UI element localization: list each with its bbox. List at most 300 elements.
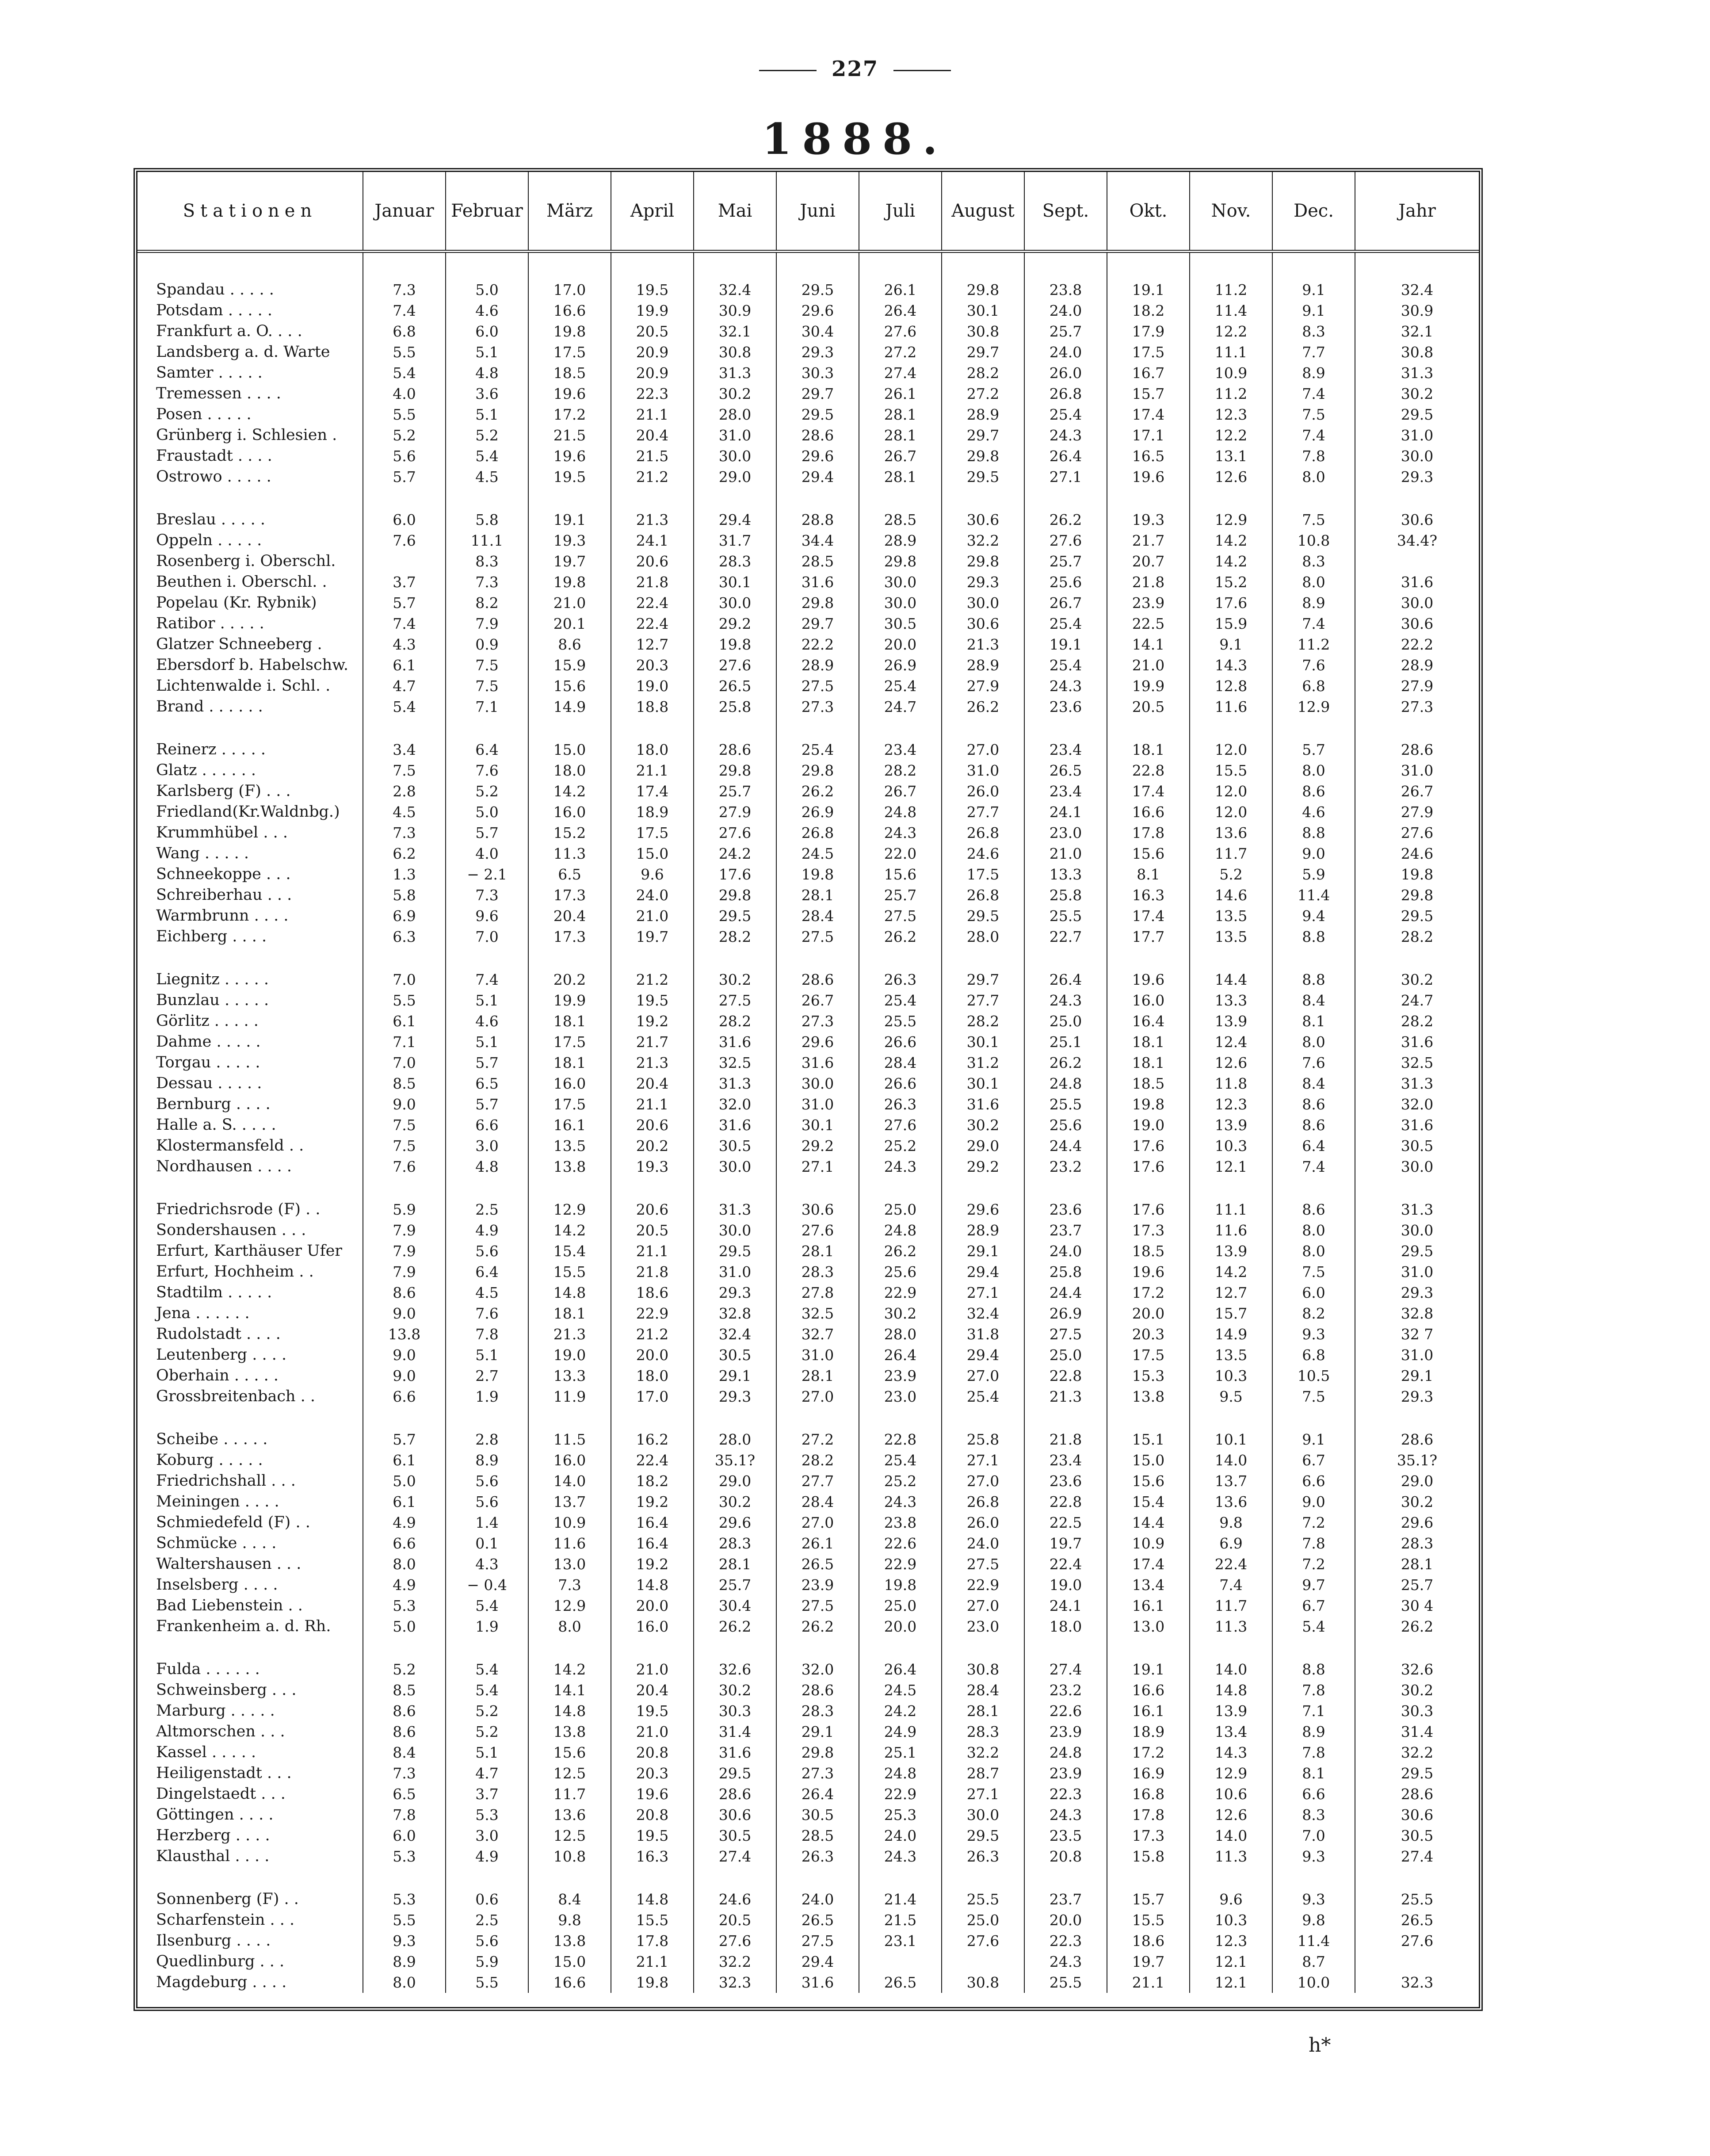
- value-cell: 18.0: [528, 760, 611, 781]
- value-cell: 5.6: [363, 446, 446, 466]
- value-cell: 30.2: [942, 1115, 1024, 1135]
- value-cell: 29.6: [776, 446, 859, 466]
- spacer-cell: [1272, 1867, 1355, 1889]
- value-cell: 7.5: [446, 655, 528, 676]
- value-cell: 27.0: [942, 1365, 1024, 1386]
- spacer-cell: [1190, 1407, 1272, 1429]
- station-name: Lichtenwalde i. Schl. .: [137, 676, 363, 696]
- value-cell: 5.1: [446, 342, 528, 363]
- value-cell: 25.7: [1024, 321, 1107, 342]
- value-cell: 2.5: [446, 1910, 528, 1930]
- value-cell: 31.6: [694, 1115, 776, 1135]
- spacer-cell: [1272, 717, 1355, 739]
- value-cell: 30.0: [1401, 1158, 1434, 1175]
- table-row: [137, 843, 1479, 864]
- column-header: Mai: [694, 172, 776, 252]
- value-cell: 21.5: [528, 425, 611, 446]
- value-cell: 29.7: [942, 969, 1024, 990]
- value-cell: 29.5: [776, 404, 859, 425]
- value-cell: 24.8: [1024, 1073, 1107, 1094]
- value-cell: 27.9: [942, 676, 1024, 696]
- value-cell: 30.8: [942, 321, 1024, 342]
- value-cell: 17.9: [1107, 321, 1190, 342]
- value-cell: 11.6: [1190, 696, 1272, 717]
- value-cell: 21.8: [611, 572, 694, 593]
- value-cell: 22.3: [611, 383, 694, 404]
- value-cell: 25.6: [859, 1261, 942, 1282]
- spacer-cell: [446, 487, 528, 509]
- value-cell: 29.1: [1401, 1367, 1434, 1384]
- value-cell: 24.3: [1024, 1804, 1107, 1825]
- value-cell: 22.9: [859, 1554, 942, 1575]
- spacer-cell: [446, 1637, 528, 1659]
- value-cell: 26.5: [776, 1910, 859, 1930]
- value-cell: 17.5: [1107, 342, 1190, 363]
- value-cell: 5.2: [1190, 864, 1272, 885]
- value-cell: 30.0: [694, 1220, 776, 1241]
- value-cell: 28.2: [694, 926, 776, 947]
- spacer-cell: [528, 1407, 611, 1429]
- value-cell: 15.0: [611, 843, 694, 864]
- value-cell: 30.6: [942, 509, 1024, 530]
- value-cell: 25.4: [942, 1386, 1024, 1407]
- spacer-cell: [1272, 1637, 1355, 1659]
- value-cell: 34.4?: [1397, 532, 1438, 549]
- value-cell: 25.5: [1024, 1972, 1107, 1993]
- value-cell: 7.0: [363, 969, 446, 990]
- value-cell: 11.6: [528, 1533, 611, 1554]
- value-cell: 26.8: [942, 822, 1024, 843]
- station-name: Dingelstaedt . . .: [137, 1784, 363, 1804]
- value-cell: 20.4: [611, 425, 694, 446]
- value-cell: 7.6: [363, 530, 446, 551]
- value-cell: 6.8: [363, 321, 446, 342]
- value-cell: 26.2: [776, 781, 859, 802]
- value-cell: 17.0: [528, 279, 611, 300]
- value-cell: 5.2: [363, 1659, 446, 1680]
- value-cell: 15.8: [1107, 1846, 1190, 1867]
- value-cell: 29.8: [694, 885, 776, 906]
- value-cell: 29.6: [1401, 1514, 1434, 1531]
- value-cell: 30.3: [694, 1701, 776, 1721]
- table-row: [137, 1491, 1479, 1512]
- value-cell: 12.1: [1190, 1156, 1272, 1177]
- spacer-cell: [528, 947, 611, 969]
- value-cell: 27.0: [776, 1512, 859, 1533]
- station-name: Fulda . . . . . .: [137, 1659, 363, 1680]
- value-cell: 12.2: [1190, 425, 1272, 446]
- value-cell: 13.8: [528, 1156, 611, 1177]
- value-cell: 30.0: [1401, 594, 1434, 612]
- value-cell: 31.0: [694, 425, 776, 446]
- value-cell: 32.6: [1401, 1661, 1434, 1678]
- value-cell: 7.8: [1272, 1742, 1355, 1763]
- station-name: Ebersdorf b. Habelschw.: [137, 655, 363, 676]
- value-cell: 13.8: [1107, 1386, 1190, 1407]
- value-cell: 22.0: [859, 843, 942, 864]
- value-cell: 15.0: [528, 1951, 611, 1972]
- value-cell: 30.0: [859, 593, 942, 613]
- value-cell: 19.6: [1107, 1261, 1190, 1282]
- table-row: [137, 279, 1479, 300]
- station-name: Meiningen . . . .: [137, 1491, 363, 1512]
- value-cell: 8.6: [363, 1721, 446, 1742]
- value-cell: 8.9: [1272, 593, 1355, 613]
- value-cell: 28.6: [1401, 1431, 1434, 1448]
- value-cell: 29.8: [776, 593, 859, 613]
- value-cell: 7.5: [363, 1135, 446, 1156]
- value-cell: 5.1: [446, 1345, 528, 1365]
- value-cell: 28.0: [694, 404, 776, 425]
- value-cell: 6.4: [446, 739, 528, 760]
- value-cell: 7.0: [363, 1052, 446, 1073]
- value-cell: 34.4: [776, 530, 859, 551]
- right-dash: [893, 70, 951, 71]
- value-cell: 30.0: [694, 1156, 776, 1177]
- temperature-table: [137, 172, 1479, 1993]
- value-cell: 5.7: [446, 822, 528, 843]
- value-cell: 29.5: [776, 279, 859, 300]
- value-cell: 11.7: [1190, 1595, 1272, 1616]
- value-cell: 8.0: [1272, 1220, 1355, 1241]
- value-cell: 29.8: [942, 446, 1024, 466]
- value-cell: 5.4: [446, 1659, 528, 1680]
- value-cell: 16.6: [1107, 802, 1190, 822]
- station-name: Torgau . . . . .: [137, 1052, 363, 1073]
- value-cell: 7.9: [363, 1220, 446, 1241]
- value-cell: 16.0: [528, 802, 611, 822]
- value-cell: 35.1?: [694, 1450, 776, 1471]
- value-cell: 9.3: [1272, 1846, 1355, 1867]
- value-cell: 17.0: [611, 1386, 694, 1407]
- table-row: [137, 1659, 1479, 1680]
- table-row: [137, 864, 1479, 885]
- value-cell: 20.1: [528, 613, 611, 634]
- value-cell: 30.0: [694, 593, 776, 613]
- value-cell: 30.0: [942, 593, 1024, 613]
- spacer-cell: [1190, 1867, 1272, 1889]
- value-cell: 20.0: [611, 1345, 694, 1365]
- value-cell: 22.4: [611, 593, 694, 613]
- value-cell: 30.2: [1401, 971, 1434, 988]
- value-cell: 28.2: [776, 1450, 859, 1471]
- value-cell: 27.5: [776, 676, 859, 696]
- value-cell: 13.6: [1190, 822, 1272, 843]
- value-cell: 26.8: [1024, 383, 1107, 404]
- value-cell: 26.9: [1024, 1303, 1107, 1324]
- spacer-cell: [611, 252, 694, 280]
- value-cell: 6.0: [446, 321, 528, 342]
- value-cell: 30.0: [694, 446, 776, 466]
- value-cell: 17.5: [942, 864, 1024, 885]
- value-cell: 4.3: [446, 1554, 528, 1575]
- station-name: Sondershausen . . .: [137, 1220, 363, 1241]
- value-cell: 6.8: [1272, 676, 1355, 696]
- value-cell: 22.9: [859, 1784, 942, 1804]
- value-cell: 25.4: [1024, 404, 1107, 425]
- table-row: [137, 990, 1479, 1011]
- spacer-cell: [694, 252, 776, 280]
- value-cell: 20.4: [611, 1680, 694, 1701]
- value-cell: 16.7: [1107, 363, 1190, 383]
- value-cell: 21.2: [611, 1324, 694, 1345]
- value-cell: 27.3: [776, 1011, 859, 1032]
- value-cell: 11.4: [1272, 1930, 1355, 1951]
- value-cell: 6.3: [363, 926, 446, 947]
- value-cell: 8.7: [1272, 1951, 1355, 1972]
- value-cell: 26.2: [859, 1241, 942, 1261]
- value-cell: 13.0: [1107, 1616, 1190, 1637]
- header-row: [137, 172, 1479, 252]
- value-cell: 29.2: [776, 1135, 859, 1156]
- value-cell: 7.6: [446, 760, 528, 781]
- table-row: [137, 1951, 1479, 1972]
- value-cell: 12.3: [1190, 1930, 1272, 1951]
- spacer-cell: [611, 1407, 694, 1429]
- value-cell: 26.5: [776, 1554, 859, 1575]
- station-name: Schmücke . . . .: [137, 1533, 363, 1554]
- value-cell: 9.3: [1272, 1889, 1355, 1910]
- value-cell: 8.0: [1272, 1241, 1355, 1261]
- value-cell: 7.4: [1272, 383, 1355, 404]
- station-name: Stadtilm . . . . .: [137, 1282, 363, 1303]
- value-cell: 10.6: [1190, 1784, 1272, 1804]
- spacer-cell: [942, 1407, 1024, 1429]
- value-cell: 27.6: [694, 1930, 776, 1951]
- value-cell: 25.6: [1024, 572, 1107, 593]
- value-cell: 7.6: [363, 1156, 446, 1177]
- value-cell: 17.5: [528, 1032, 611, 1052]
- value-cell: 17.6: [1107, 1199, 1190, 1220]
- value-cell: 27.2: [859, 342, 942, 363]
- value-cell: 7.4: [1272, 613, 1355, 634]
- value-cell: 25.8: [942, 1429, 1024, 1450]
- value-cell: 8.8: [1272, 822, 1355, 843]
- value-cell: 14.3: [1190, 1742, 1272, 1763]
- value-cell: 23.7: [1024, 1889, 1107, 1910]
- value-cell: 9.6: [1190, 1889, 1272, 1910]
- station-name: Landsberg a. d. Warte: [137, 342, 363, 363]
- value-cell: 31.0: [776, 1094, 859, 1115]
- value-cell: 22.6: [1024, 1701, 1107, 1721]
- value-cell: 32.0: [776, 1659, 859, 1680]
- spacer-cell: [1190, 717, 1272, 739]
- value-cell: 9.6: [611, 864, 694, 885]
- value-cell: 8.1: [1107, 864, 1190, 885]
- table-row: [137, 613, 1479, 634]
- table-row: [137, 696, 1479, 717]
- value-cell: 20.8: [611, 1804, 694, 1825]
- value-cell: 30.5: [1401, 1137, 1434, 1154]
- value-cell: 7.1: [446, 696, 528, 717]
- value-cell: 19.5: [611, 279, 694, 300]
- value-cell: 12.9: [1190, 509, 1272, 530]
- table-row: [137, 551, 1479, 572]
- value-cell: 28.6: [776, 1680, 859, 1701]
- value-cell: 13.3: [1024, 864, 1107, 885]
- spacer-cell: [446, 252, 528, 280]
- value-cell: 5.6: [446, 1471, 528, 1491]
- value-cell: 6.6: [1272, 1784, 1355, 1804]
- spacer-cell: [859, 1637, 942, 1659]
- value-cell: 21.0: [1107, 655, 1190, 676]
- value-cell: 29.0: [694, 466, 776, 487]
- value-cell: 12.9: [1190, 1763, 1272, 1784]
- value-cell: 13.3: [528, 1365, 611, 1386]
- value-cell: 24.7: [859, 696, 942, 717]
- value-cell: 15.2: [528, 822, 611, 843]
- value-cell: [363, 551, 446, 572]
- value-cell: 26.3: [859, 969, 942, 990]
- spacer-cell: [776, 947, 859, 969]
- value-cell: 14.4: [1107, 1512, 1190, 1533]
- value-cell: 19.6: [528, 383, 611, 404]
- value-cell: 8.8: [1272, 969, 1355, 990]
- table-row: [137, 446, 1479, 466]
- value-cell: 7.3: [363, 822, 446, 843]
- value-cell: 24.8: [859, 802, 942, 822]
- value-cell: 30.6: [776, 1199, 859, 1220]
- value-cell: 27.1: [1024, 466, 1107, 487]
- value-cell: 30.1: [942, 1073, 1024, 1094]
- value-cell: 7.8: [1272, 446, 1355, 466]
- value-cell: 12.7: [611, 634, 694, 655]
- column-header: April: [611, 172, 694, 252]
- value-cell: 25.3: [859, 1804, 942, 1825]
- value-cell: 28.0: [942, 926, 1024, 947]
- value-cell: 5.4: [446, 1680, 528, 1701]
- value-cell: 29.8: [1401, 887, 1434, 904]
- value-cell: 7.2: [1272, 1512, 1355, 1533]
- value-cell: 7.4: [363, 613, 446, 634]
- value-cell: 26.2: [776, 1616, 859, 1637]
- table-row: [137, 1011, 1479, 1032]
- value-cell: − 0.4: [446, 1575, 528, 1595]
- table-row: [137, 1135, 1479, 1156]
- value-cell: 29.5: [1401, 406, 1434, 423]
- spacer-cell: [1355, 947, 1479, 969]
- spacer-cell: [859, 487, 942, 509]
- value-cell: 20.0: [1107, 1303, 1190, 1324]
- value-cell: 26.3: [776, 1846, 859, 1867]
- value-cell: 28.1: [776, 885, 859, 906]
- spacer-cell: [942, 1867, 1024, 1889]
- spacer-cell: [1107, 717, 1190, 739]
- value-cell: 35.1?: [1397, 1452, 1438, 1469]
- value-cell: 26.8: [942, 885, 1024, 906]
- group-spacer: [137, 487, 1479, 509]
- table-row: [137, 1199, 1479, 1220]
- table-row: [137, 1701, 1479, 1721]
- value-cell: 21.2: [611, 466, 694, 487]
- value-cell: 16.4: [611, 1533, 694, 1554]
- column-header: Februar: [446, 172, 528, 252]
- value-cell: 27.5: [694, 990, 776, 1011]
- table-row: [137, 926, 1479, 947]
- value-cell: 12.5: [528, 1825, 611, 1846]
- value-cell: 23.6: [1024, 1199, 1107, 1220]
- value-cell: 30.1: [776, 1115, 859, 1135]
- value-cell: 25.8: [1024, 885, 1107, 906]
- value-cell: 22.4: [1024, 1554, 1107, 1575]
- spacer-cell: [1272, 252, 1355, 280]
- spacer-cell: [694, 1407, 776, 1429]
- value-cell: 30.5: [1401, 1827, 1434, 1844]
- value-cell: 10.8: [528, 1846, 611, 1867]
- value-cell: 15.9: [1190, 613, 1272, 634]
- value-cell: 23.7: [1024, 1220, 1107, 1241]
- value-cell: 19.2: [611, 1554, 694, 1575]
- value-cell: 26.4: [859, 1659, 942, 1680]
- signature-mark: h*: [1309, 2034, 1331, 2057]
- value-cell: 26.7: [859, 781, 942, 802]
- value-cell: 19.3: [528, 530, 611, 551]
- value-cell: 21.3: [942, 634, 1024, 655]
- value-cell: 27.9: [1401, 803, 1434, 821]
- column-header: Okt.: [1107, 172, 1190, 252]
- value-cell: 20.3: [611, 1763, 694, 1784]
- group-spacer: [137, 252, 1479, 280]
- spacer-cell: [363, 1177, 446, 1199]
- value-cell: 13.3: [1190, 990, 1272, 1011]
- spacer-cell: [1024, 252, 1107, 280]
- value-cell: 17.4: [1107, 404, 1190, 425]
- station-name: Koburg . . . . .: [137, 1450, 363, 1471]
- value-cell: 7.0: [1272, 1825, 1355, 1846]
- value-cell: 8.3: [1272, 321, 1355, 342]
- spacer-cell: [363, 1407, 446, 1429]
- value-cell: 15.7: [1190, 1303, 1272, 1324]
- value-cell: 22.9: [611, 1303, 694, 1324]
- value-cell: 12.0: [1190, 781, 1272, 802]
- value-cell: 11.9: [528, 1386, 611, 1407]
- value-cell: 30.2: [1401, 1493, 1434, 1510]
- value-cell: [1355, 1951, 1479, 1972]
- value-cell: 26.6: [859, 1073, 942, 1094]
- value-cell: 12.9: [528, 1595, 611, 1616]
- value-cell: 13.5: [1190, 926, 1272, 947]
- value-cell: 5.0: [363, 1616, 446, 1637]
- value-cell: 21.7: [1107, 530, 1190, 551]
- value-cell: 13.1: [1190, 446, 1272, 466]
- value-cell: 19.1: [1107, 1659, 1190, 1680]
- value-cell: 11.7: [1190, 843, 1272, 864]
- value-cell: 31.6: [942, 1094, 1024, 1115]
- spacer-cell: [1024, 947, 1107, 969]
- value-cell: 29.4: [942, 1345, 1024, 1365]
- table-header: [137, 172, 1479, 252]
- value-cell: 23.0: [859, 1386, 942, 1407]
- value-cell: 18.2: [611, 1471, 694, 1491]
- value-cell: 8.6: [363, 1701, 446, 1721]
- value-cell: 19.8: [528, 321, 611, 342]
- value-cell: 31.6: [776, 1052, 859, 1073]
- table-row: [137, 1930, 1479, 1951]
- value-cell: 27.4: [1024, 1659, 1107, 1680]
- value-cell: 24.5: [776, 843, 859, 864]
- value-cell: 31.6: [694, 1032, 776, 1052]
- value-cell: 5.5: [363, 990, 446, 1011]
- value-cell: 21.8: [1024, 1429, 1107, 1450]
- value-cell: 7.2: [1272, 1554, 1355, 1575]
- value-cell: 13.8: [528, 1721, 611, 1742]
- value-cell: 5.2: [363, 425, 446, 446]
- value-cell: 5.3: [363, 1846, 446, 1867]
- station-name: Erfurt, Karthäuser Ufer: [137, 1241, 363, 1261]
- value-cell: 27.6: [1024, 530, 1107, 551]
- value-cell: 29.8: [942, 279, 1024, 300]
- value-cell: 6.6: [363, 1533, 446, 1554]
